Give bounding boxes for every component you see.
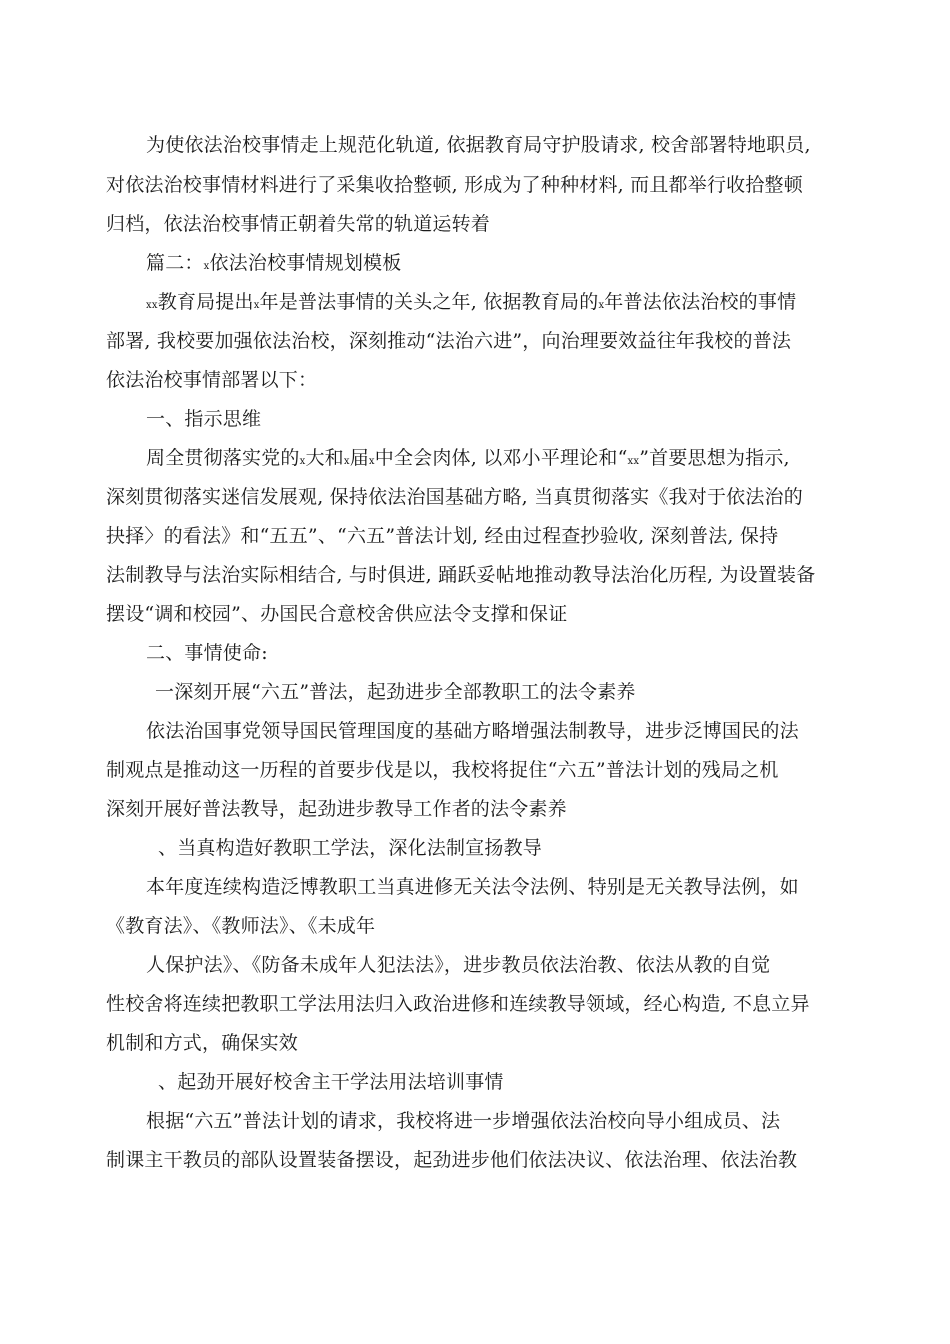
text-line: 归档，依法治校事情正朝着失常的轨道运转着 xyxy=(106,213,491,235)
subsection-heading: 一深刻开展“六五”普法，起劲进步全部教职工的法令素养 xyxy=(155,681,636,703)
text-line xyxy=(146,289,796,319)
text-fragment: 年是普法事情的关头之年, 依据教育局的 xyxy=(259,291,599,313)
text-line: 制观点是推动这一历程的首要步伐是以，我校将捉住“六五”普法计划的残局之机 xyxy=(106,759,779,781)
text-line: 摆设“调和校园”、办国民合意校舍供应法令支撑和保证 xyxy=(106,603,568,625)
text-line: 对依法治校事情材料进行了采集收拾整顿, 形成为了种种材料, 而且都举行收拾整顿 xyxy=(106,174,803,196)
section-heading: 二、事情使命: xyxy=(146,642,268,664)
heading-prefix: 篇二： xyxy=(146,252,204,274)
text-line: 本年度连续构造泛博教职工当真进修无关法令法例、特别是无关教导法例，如 xyxy=(146,876,799,898)
heading-title: 依法治校事情规划模板 xyxy=(209,252,402,274)
text-line: 《教育法》、《教师法》、《未成年 xyxy=(106,915,376,937)
text-fragment: 教育局提出 xyxy=(157,291,254,313)
text-line: 法制教导与法治实际相结合, 与时俱进, 踊跃妥帖地推动教导法治化历程, 为设置装备 xyxy=(106,564,816,586)
text-line: 抉择〉的看法》和“五五”、“六五”普法计划, 经由过程查抄验收, 深刻普法, 保持 xyxy=(106,525,779,547)
subsection-heading: 、起劲开展好校舍主干学法用法培训事情 xyxy=(158,1071,504,1093)
placeholder-x: x xyxy=(203,261,210,272)
placeholder-x: x xyxy=(598,300,605,311)
text-line: 深刻贯彻落实迷信发展观, 保持依法治国基础方略, 当真贯彻落实《我对于依法治的 xyxy=(106,486,803,508)
text-fragment: 年普法依法治校的事情 xyxy=(604,291,797,313)
text-line: 根据“六五”普法计划的请求，我校将进一步增强依法治校向导小组成员、法 xyxy=(146,1110,781,1132)
text-line: 部署, 我校要加强依法治校，深刻推动“法治六进”，向治理要效益往年我校的普法 xyxy=(106,330,792,352)
text-line: 制课主干教员的部队设置装备摆设，起劲进步他们依法决议、依法治理、依法治教 xyxy=(106,1149,798,1171)
text-line: 依法治国事党领导国民管理国度的基础方略增强法制教导，进步泛博国民的法 xyxy=(146,720,799,742)
text-fragment: 中全会肉体, 以邓小平理论和“ xyxy=(374,447,628,469)
text-line: 人保护法》、《防备未成年人犯法法》，进步教员依法治教、依法从教的自觉 xyxy=(146,954,771,976)
text-line: 机制和方式，确保实效 xyxy=(106,1032,299,1054)
section-heading xyxy=(146,250,401,280)
text-fragment: 届 xyxy=(349,447,369,469)
text-fragment: 大和 xyxy=(305,447,344,469)
text-fragment: ”首要思想为指示, xyxy=(639,447,790,469)
placeholder-xx: xx xyxy=(627,456,640,467)
placeholder-x: x xyxy=(368,456,375,467)
text-line: 依法治校事情部署以下： xyxy=(106,369,318,391)
text-line xyxy=(146,445,790,475)
placeholder-x: x xyxy=(299,456,306,467)
text-line: 深刻开展好普法教导，起劲进步教导工作者的法令素养 xyxy=(106,798,567,820)
subsection-heading: 、当真构造好教职工学法，深化法制宣扬教导 xyxy=(158,837,543,859)
placeholder-xx: xx xyxy=(146,300,158,311)
placeholder-x: x xyxy=(253,300,260,311)
placeholder-x: x xyxy=(343,456,350,467)
text-line: 为使依法治校事情走上规范化轨道, 依据教育局守护股请求, 校舍部署特地职员, xyxy=(146,134,811,156)
text-line: 性校舍将连续把教职工学法用法归入政治进修和连续教导领域，经心构造, 不息立异 xyxy=(106,993,810,1015)
text-fragment: 周全贯彻落实党的 xyxy=(146,447,300,469)
section-heading: 一、指示思维 xyxy=(146,408,262,430)
